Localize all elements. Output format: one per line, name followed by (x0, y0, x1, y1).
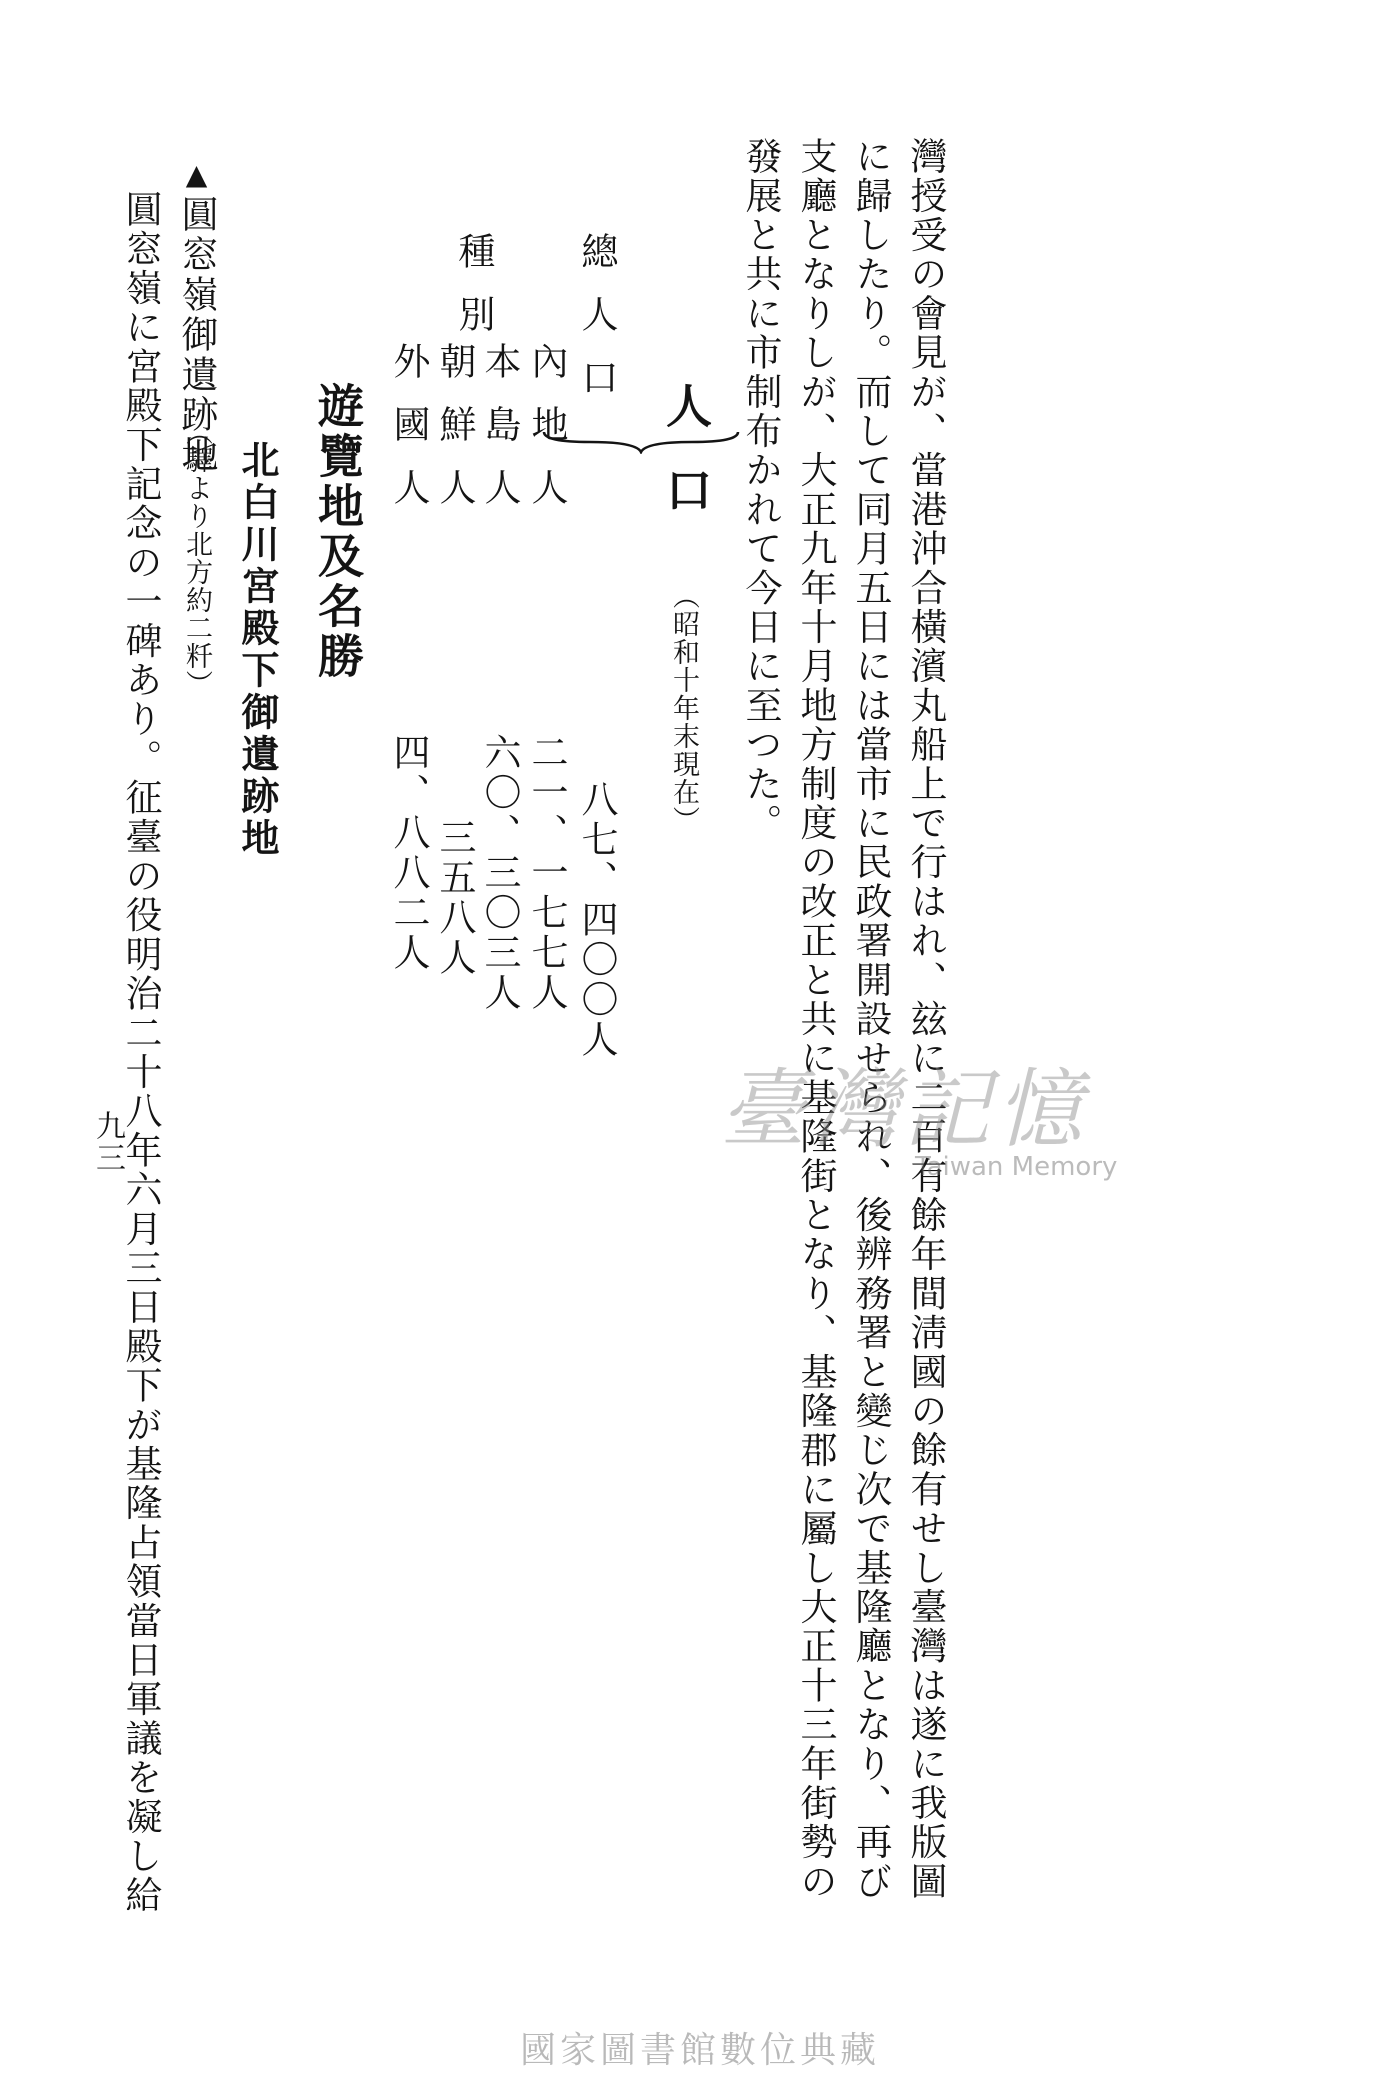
page-number: 九三 (90, 1110, 125, 1174)
row-value-chosenjin: 三五八人 (433, 818, 476, 978)
row-label-naichijin: 內地人 (525, 342, 568, 531)
row-label-hontojin: 本島人 (478, 342, 521, 531)
footer-collection-text: 國家圖書館數位典藏 (519, 2030, 880, 2071)
body-line-2: に歸したり。而して同月五日には當市に民政署開設せられ、後辨務署と變じ次で基隆廳となり、再び (849, 137, 892, 1901)
sights-heading: 遊覽地及名勝 (311, 382, 365, 682)
body-line-3: 支廳となりしが、大正九年十月地方制度の改正と共に基隆街となり、基隆郡に屬し大正十三年街勢の (794, 137, 837, 1901)
watermark-english: Taiwan Memory (915, 1152, 1118, 1182)
population-heading: 人口 (659, 382, 713, 550)
body-line-1: 灣授受の會見が、當港沖合橫濱丸船上で行はれ、玆に二百有餘年間淸國の餘有せし臺灣は遂に我版圖 (904, 137, 947, 1901)
row-value-gaikokujin: 四、八八二人 (387, 733, 430, 973)
category-brace (540, 428, 742, 454)
population-date-note: （昭和十年末現在） (668, 582, 699, 834)
total-population-value: 八七、四〇〇人 (575, 780, 618, 1060)
watermark-chinese: 臺灣記憶 (720, 1060, 1088, 1160)
row-label-chosenjin: 朝鮮人 (433, 342, 476, 531)
item-marker: ▲ (180, 158, 213, 194)
row-label-gaikokujin: 外國人 (387, 342, 430, 531)
item-location-note: （驛より北方約二粁） (181, 418, 212, 698)
item-title: 圓窓嶺御遺跡地 (175, 195, 218, 475)
row-value-naichijin: 二一、一七七人 (525, 733, 568, 1013)
sights-subheading: 北白川宮殿下御遺跡地 (235, 440, 280, 860)
category-label: 種別 (452, 232, 495, 358)
total-population-label: 總人口 (575, 232, 618, 421)
body-line-4: 發展と共に市制布かれて今日に至つた。 (739, 137, 782, 843)
row-value-hontojin: 六〇、三〇三人 (478, 733, 521, 1013)
item-body-line: 圓窓嶺に宮殿下記念の一碑あり。征臺の役明治二十八年六月三日殿下が基隆占領當日軍議を凝し給 (119, 190, 162, 1915)
